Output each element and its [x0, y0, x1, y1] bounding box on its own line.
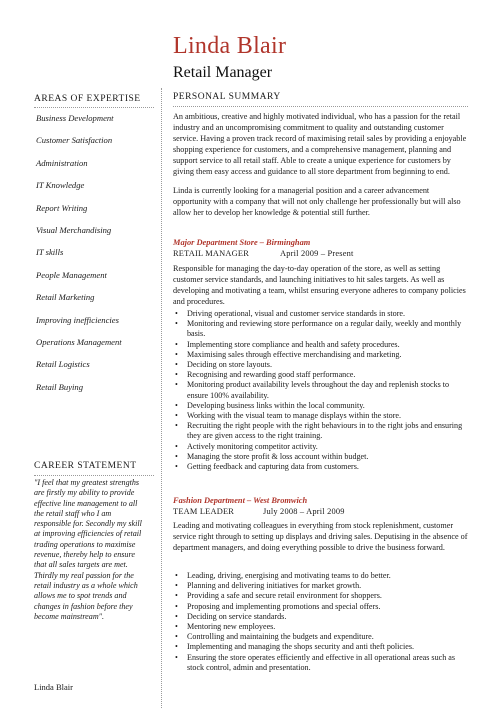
- expertise-item: IT skills: [36, 247, 64, 258]
- duty-item: • Monitoring product availability levels throughout the day and replenish stocks to ensure 100% availability.: [173, 380, 468, 400]
- candidate-name: Linda Blair: [173, 33, 287, 59]
- duty-item: • Providing a safe and secure retail environment for shoppers.: [173, 591, 468, 601]
- expertise-item: Retail Buying: [36, 381, 84, 392]
- duty-item: • Recognising and rewarding good staff performance.: [173, 370, 468, 380]
- duty-item: • Leading, driving, energising and motivating teams to do better.: [173, 571, 468, 581]
- duty-item: • Implementing store compliance and health and safety procedures.: [173, 340, 468, 350]
- expertise-item: Retail Marketing: [36, 292, 95, 303]
- job-title-heading: Retail Manager: [173, 64, 273, 81]
- summary-rule: [173, 106, 468, 107]
- summary-paragraph: Linda is currently looking for a managerial position and a career advancement opportunity with a company that will not only challenge her professionally but will also allow her to develop her knowledge & potential still further.: [173, 186, 461, 217]
- job-company: Major Department Store – Birmingham: [173, 238, 311, 247]
- expertise-item: Report Writing: [36, 202, 88, 213]
- duty-item: • Maximising sales through effective merchandising and marketing.: [173, 350, 468, 360]
- expertise-item: Retail Logistics: [36, 359, 90, 370]
- expertise-item: Visual Merchandising: [36, 224, 112, 235]
- duty-item: • Driving operational, visual and customer service standards in store.: [173, 309, 468, 319]
- duty-item: • Working with the visual team to manage displays within the store.: [173, 411, 468, 421]
- job-duties-list: [173, 571, 468, 673]
- expertise-item: Improving inefficiencies: [36, 314, 119, 325]
- duty-item: • Deciding on store layouts.: [173, 360, 468, 370]
- expertise-item: IT Knowledge: [36, 180, 85, 191]
- career-statement-heading: CAREER STATEMENT: [34, 461, 137, 471]
- personal-summary-heading: PERSONAL SUMMARY: [173, 92, 281, 102]
- job-company: Fashion Department – West Bromwich: [173, 496, 308, 505]
- job-position: [173, 249, 354, 258]
- duty-item: • Controlling and maintaining the budgets and expenditure.: [173, 632, 468, 642]
- duty-item: • Monitoring and reviewing store performance on a regular daily, weekly and monthly basis.: [173, 319, 468, 339]
- job-description: Leading and motivating colleagues in everything from stock replenishment, customer service right through to setting up displays and driving sales. Deputising in the absence of department managers, and doing everything possible to drive the business forward.: [173, 521, 468, 552]
- duty-item: • Actively monitoring competitor activity.: [173, 442, 468, 452]
- job-dates: April 2009 – Present: [280, 249, 354, 258]
- duty-item: • Mentoring new employees.: [173, 622, 468, 632]
- areas-of-expertise-heading: AREAS OF EXPERTISE: [34, 94, 141, 104]
- duty-item: • Ensuring the store operates efficiently and effective in all operational areas such as stock control, admin and presentation.: [173, 653, 468, 673]
- job-dates: July 2008 – April 2009: [263, 507, 345, 516]
- aoe-rule: [34, 107, 154, 108]
- duty-item: • Planning and delivering initiatives for market growth.: [173, 581, 468, 591]
- duty-item: • Deciding on service standards.: [173, 612, 468, 622]
- job-duties-list: [173, 309, 468, 472]
- expertise-item: People Management: [36, 269, 107, 280]
- duty-item: • Getting feedback and capturing data from customers.: [173, 462, 468, 472]
- areas-of-expertise-list: [36, 112, 122, 403]
- column-divider: [161, 88, 162, 708]
- expertise-item: Administration: [36, 157, 88, 168]
- job-description: Responsible for managing the day-to-day operation of the store, as well as setting customer service standards, and launching initiatives to hit sales targets. As well as developing and motivating a team, whilst ensuring everyone adheres to company policies and procedures.: [173, 264, 466, 306]
- duty-item: • Implementing and managing the shops security and anti theft policies.: [173, 642, 468, 652]
- job-position: [173, 507, 345, 516]
- summary-paragraph: An ambitious, creative and highly motivated individual, who has a passion for the retail industry and an uncompromising commitment to quality and outstanding customer service. Having a proven track record of maximising retail sales by providing a enjoyable shopping experience for customers, and a comprehensive management, planning and support service to all retail staff. Able to create a unique experience for customers by giving them easy access and guidance to all store department from beginning to end.: [173, 112, 467, 176]
- duty-item: • Proposing and implementing promotions and special offers.: [173, 602, 468, 612]
- expertise-item: Operations Management: [36, 336, 122, 347]
- duty-item: • Managing the store profit & loss account within budget.: [173, 452, 468, 462]
- job-position-title: RETAIL MANAGER: [173, 249, 250, 258]
- expertise-item: Business Development: [36, 113, 114, 123]
- duty-item: • Developing business links within the local community.: [173, 401, 468, 411]
- career-statement-text: "I feel that my greatest strengths are firstly my ability to provide effective line management to all the retail staff who I am responsible for. Secondly my skill at improving efficiencies of retail trading operations to maximise revenue, thereby help to ensure that all sales targets are met. Thirdly my real passion for the retail industry as a whole which allows me to spot trends and changes in fashion before they become mainstream".: [34, 478, 142, 621]
- expertise-item: Customer Satisfaction: [36, 135, 113, 146]
- career-rule: [34, 475, 154, 476]
- job-position-title: TEAM LEADER: [173, 507, 235, 516]
- signature: Linda Blair: [34, 682, 73, 692]
- duty-item: • Recruiting the right people with the right behaviours in to the right jobs and ensuring they are given access to the right training.: [173, 421, 468, 441]
